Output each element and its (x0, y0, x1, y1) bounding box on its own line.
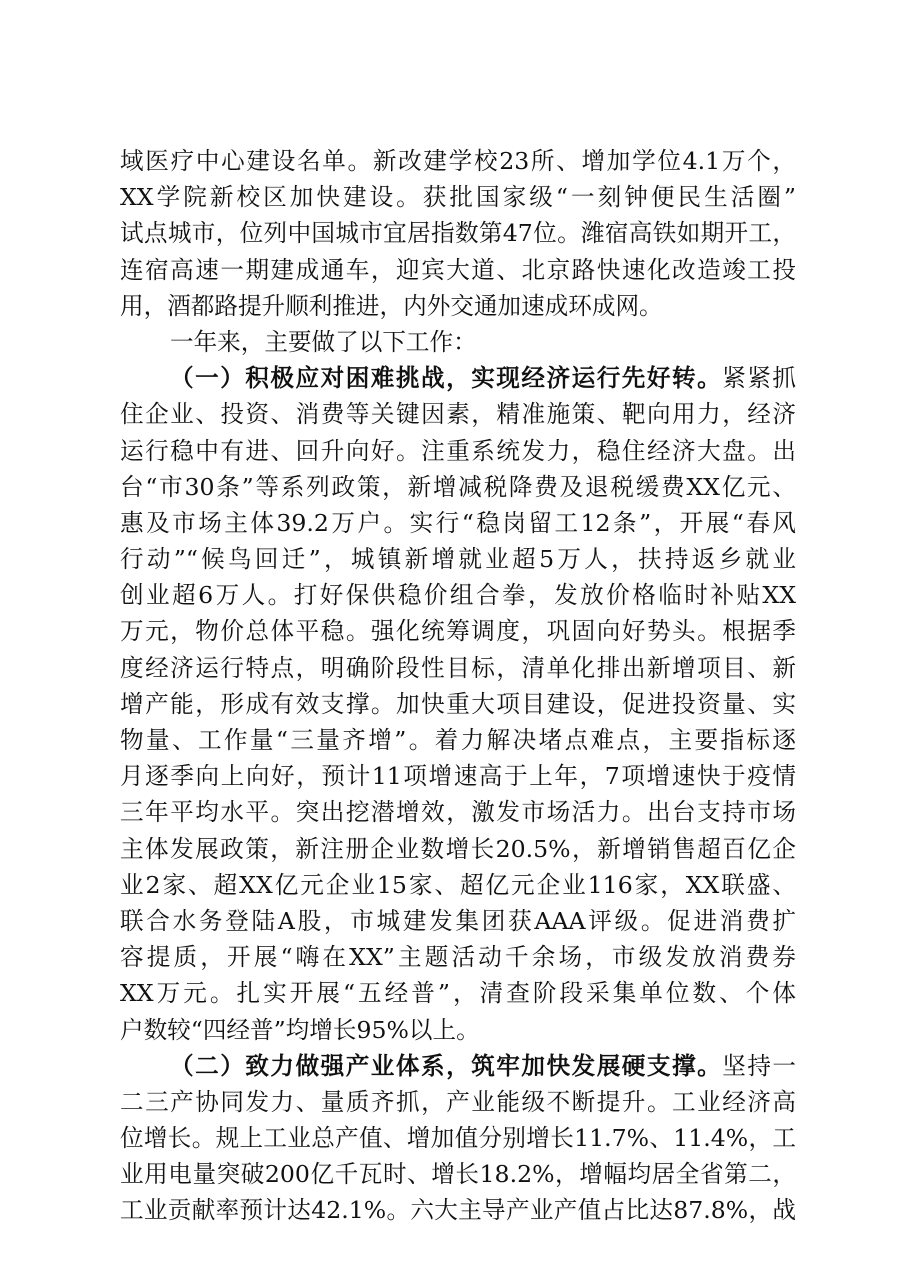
text-line (120, 1192, 796, 1228)
text-line (120, 939, 796, 975)
text-line (120, 360, 796, 396)
line-text: 物量、工作量“三量齐增”。着力解决堵点难点，主要指标逐 (120, 726, 796, 754)
line-text: 业2家、超XX亿元企业15家、超亿元企业116家，XX联盛、 (120, 870, 796, 899)
line-text: 工业贡献率预计达42.1%。六大主导产业产值占比达87.8%，战 (120, 1196, 796, 1225)
text-line (120, 1120, 796, 1156)
section-heading: （二）致力做强产业体系，筑牢加快发展硬支撑。 (170, 1051, 723, 1080)
line-text: 用，酒都路提升顺利推进，内外交通加速成环成网。 (120, 291, 663, 320)
line-text: 增产能，形成有效支撑。加快重大项目建设，促进投资量、实 (120, 689, 796, 718)
line-text: 创业超6万人。打好保供稳价组合拳，发放价格临时补贴XX (120, 581, 796, 610)
text-line (120, 469, 796, 505)
section-heading: （一）积极应对困难挑战，实现经济运行先好转。 (170, 364, 723, 393)
text-line (120, 831, 796, 867)
line-text: XX万元。扎实开展“五经普”，清查阶段采集单位数、个体 (120, 979, 796, 1008)
line-text: 户数较“四经普”均增长95%以上。 (120, 1015, 480, 1044)
text-line (120, 1084, 796, 1120)
text-line (120, 867, 796, 903)
text-line (120, 1012, 796, 1048)
text-line (120, 975, 796, 1011)
text-line (120, 396, 796, 432)
text-line (120, 1048, 796, 1084)
line-text: 连宿高速一期建成通车，迎宾大道、北京路快速化改造竣工投 (120, 255, 796, 284)
line-text: 万元，物价总体平稳。强化统筹调度，巩固向好势头。根据季 (120, 617, 796, 646)
line-text: 台“市30条”等系列政策，新增减税降费及退税缓费XX亿元、 (120, 472, 796, 501)
line-text: 运行稳中有进、回升向好。注重系统发力，稳住经济大盘。出 (120, 436, 796, 465)
line-text: 惠及市场主体39.2万户。实行“稳岗留工12条”，开展“春风 (120, 508, 796, 537)
line-text: 一年来，主要做了以下工作： (170, 327, 477, 356)
text-line (120, 613, 796, 649)
text-line (120, 722, 796, 758)
text-line (120, 794, 796, 830)
line-text: 行动”“候鸟回迁”，城镇新增就业超5万人，扶持返乡就业 (120, 545, 796, 574)
text-line (120, 541, 796, 577)
text-line (120, 179, 796, 215)
line-text: 紧紧抓 (722, 364, 797, 393)
text-line (120, 505, 796, 541)
text-line (120, 215, 796, 251)
line-text: 域医疗中心建设名单。新改建学校23所、增加学位4.1万个， (120, 147, 796, 175)
line-text: 二三产协同发力、量质齐抓，产业能级不断提升。工业经济高 (120, 1087, 796, 1116)
line-text: 坚持一 (722, 1051, 797, 1080)
line-text: 主体发展政策，新注册企业数增长20.5%，新增销售超百亿企 (120, 834, 796, 863)
text-line (120, 324, 796, 360)
line-text: 业用电量突破200亿千瓦时、增长18.2%，增幅均居全省第二， (120, 1160, 796, 1189)
line-text: 位增长。规上工业总产值、增加值分别增长11.7%、11.4%，工 (120, 1124, 796, 1153)
text-line (120, 1156, 796, 1192)
line-text: 月逐季向上向好，预计11项增速高于上年，7项增速快于疫情 (120, 762, 796, 791)
line-text: XX学院新校区加快建设。获批国家级“一刻钟便民生活圈” (120, 183, 796, 212)
line-text: 度经济运行特点，明确阶段性目标，清单化排出新增项目、新 (120, 653, 796, 682)
text-line (120, 288, 796, 324)
text-line (120, 650, 796, 686)
text-line (120, 686, 796, 722)
line-text: 容提质，开展“嗨在XX”主题活动千余场，市级发放消费券 (120, 943, 796, 972)
text-line (120, 903, 796, 939)
line-text: 联合水务登陆A股，市城建发集团获AAA评级。促进消费扩 (120, 906, 796, 935)
text-line (120, 143, 796, 179)
line-text: 试点城市，位列中国城市宜居指数第47位。潍宿高铁如期开工， (120, 219, 796, 248)
body-text (120, 143, 796, 1229)
line-text: 三年平均水平。突出挖潜增效，激发市场活力。出台支持市场 (120, 798, 796, 827)
text-line (120, 758, 796, 794)
text-line (120, 433, 796, 469)
text-line (120, 252, 796, 288)
line-text: 住企业、投资、消费等关键因素，精准施策、靶向用力，经济 (120, 400, 796, 429)
text-line (120, 577, 796, 613)
